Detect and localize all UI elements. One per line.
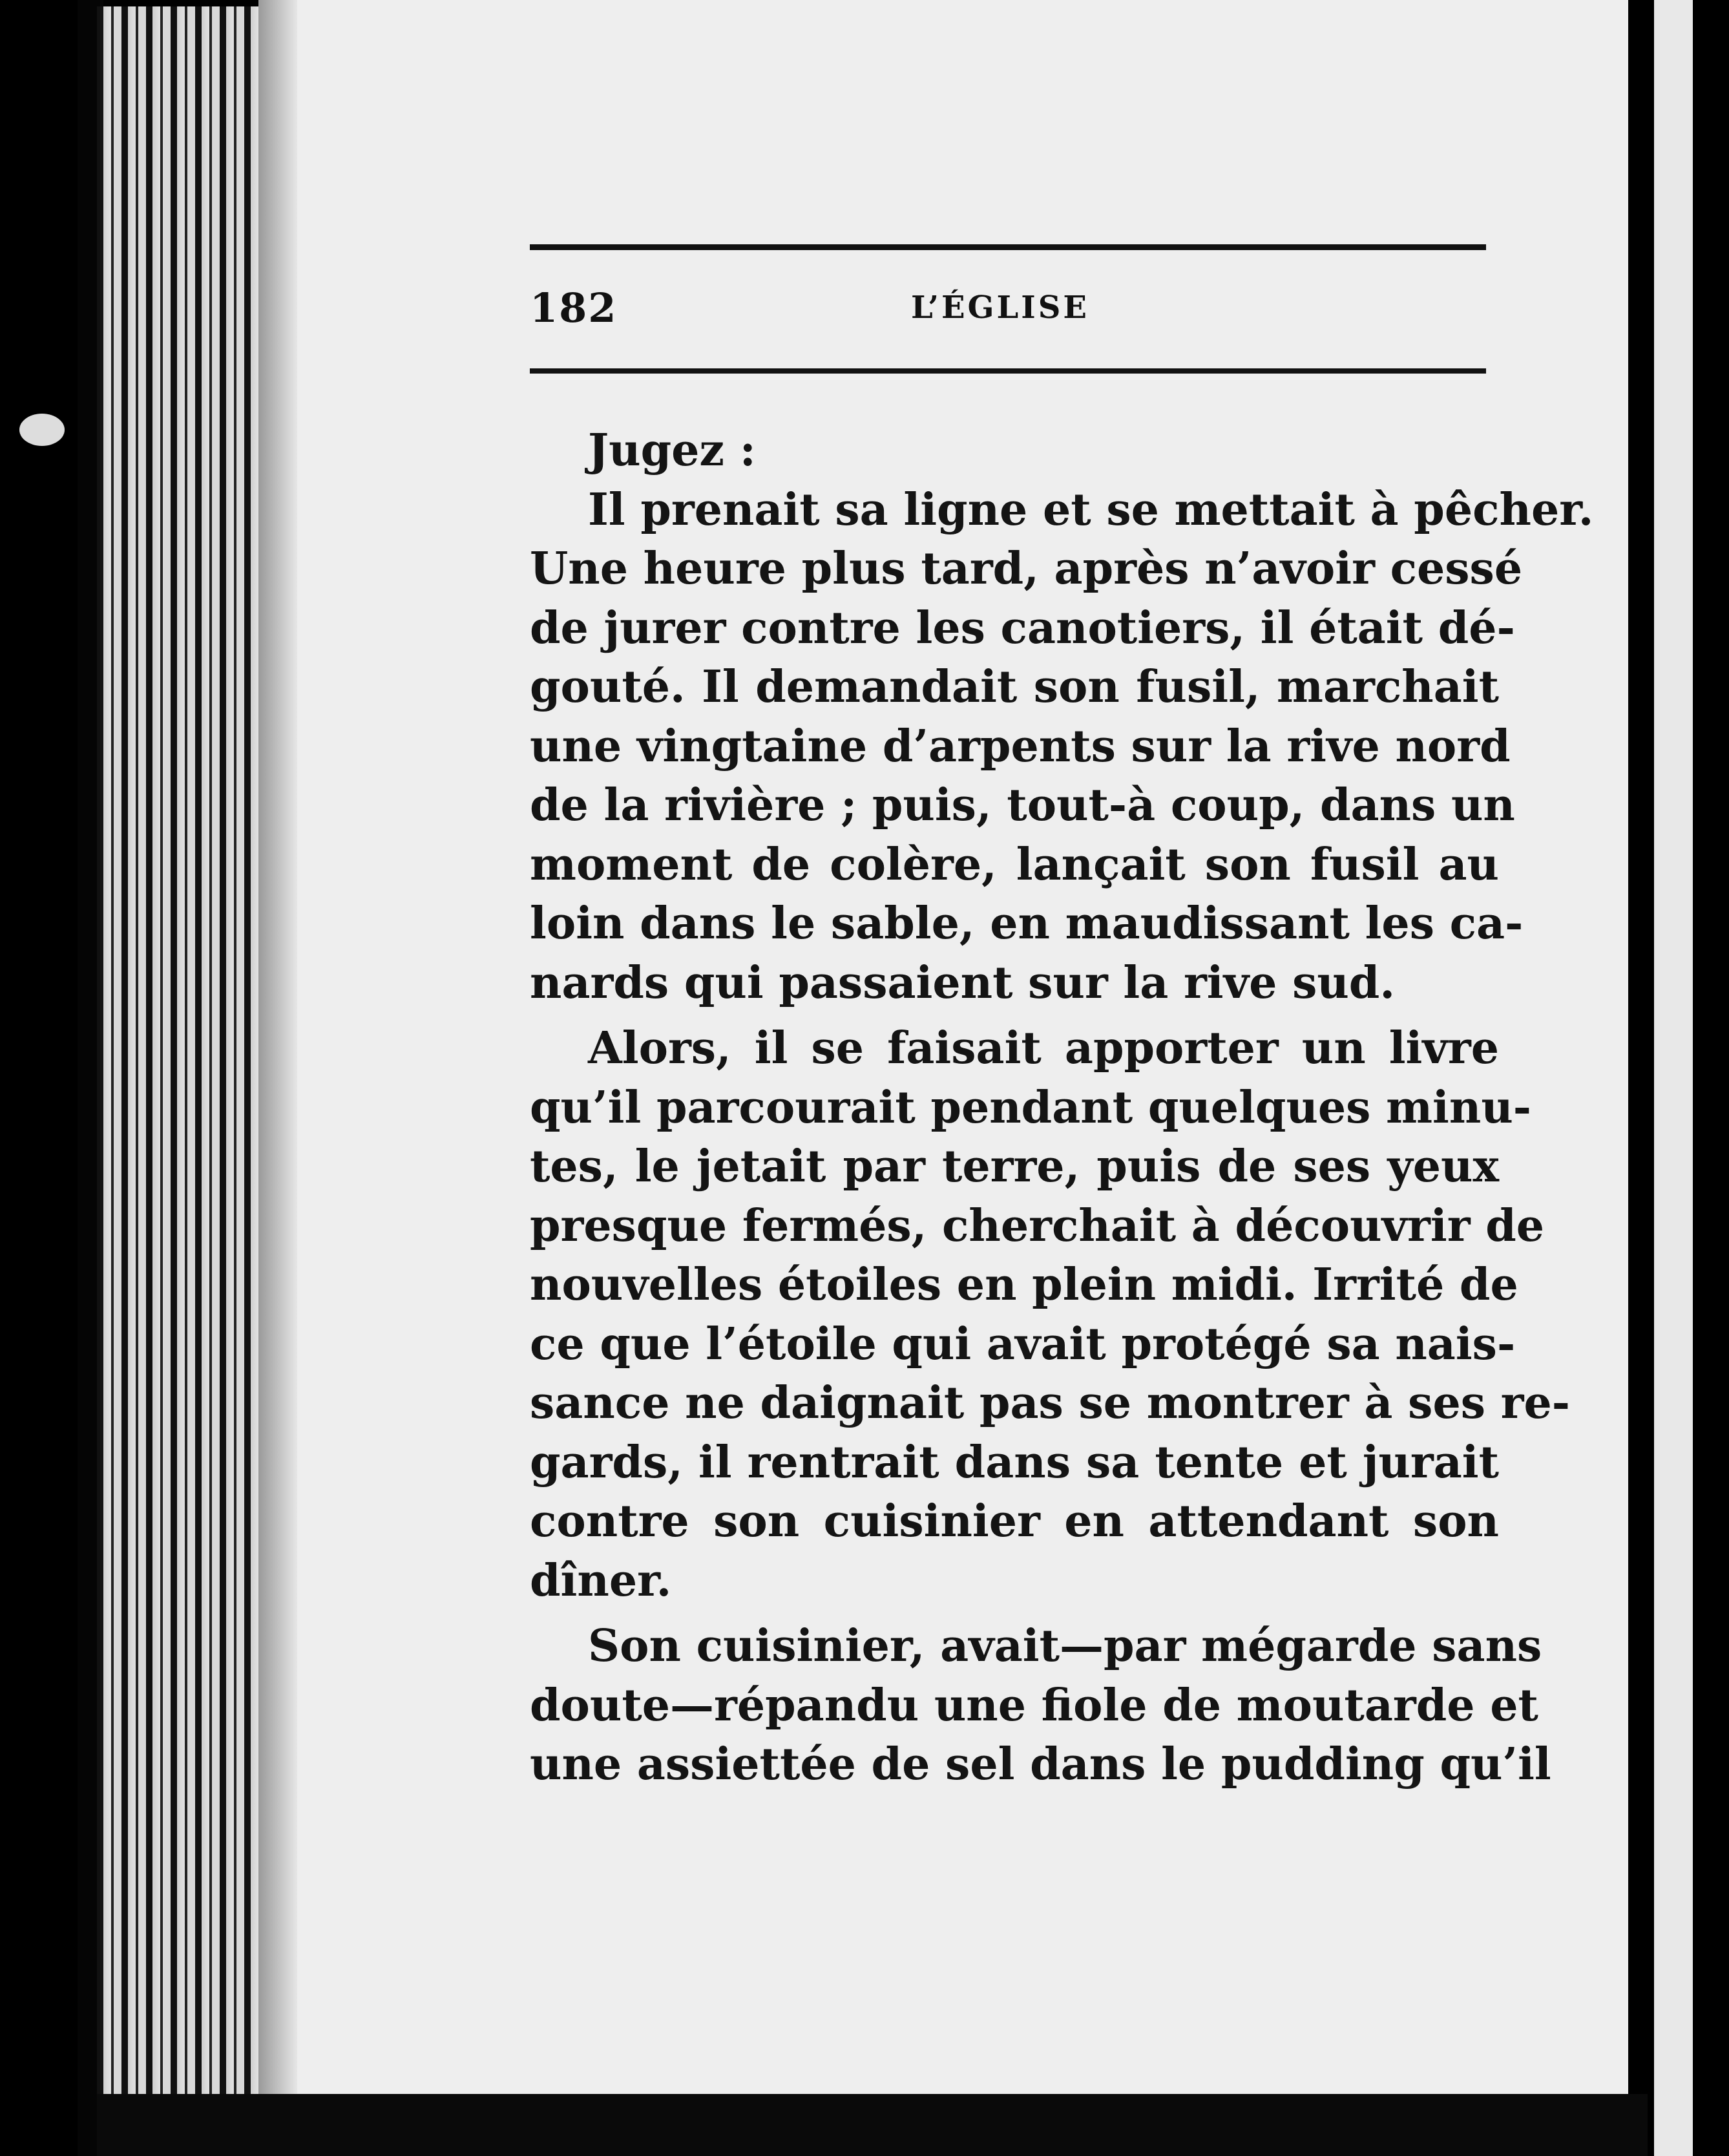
- text-line: Jugez :: [588, 425, 756, 476]
- text-line: Une heure plus tard, après n’avoir cessé: [530, 543, 1523, 595]
- text-line: de jurer contre les canotiers, il était dé-: [530, 602, 1515, 654]
- text-line: presque fermés, cherchait à découvrir de: [530, 1200, 1545, 1252]
- paragraph-gap: [530, 1611, 1499, 1617]
- text-line: dîner.: [530, 1554, 672, 1607]
- paragraph-gap: [530, 1013, 1499, 1019]
- text-line: tes, le jetait par terre, puis de ses yeux: [530, 1141, 1499, 1192]
- text-line: moment de colère, lançait son fusil au: [530, 838, 1499, 891]
- header-rule-top: [530, 244, 1486, 250]
- text-line: doute—répandu une fiole de moutarde et: [530, 1679, 1538, 1731]
- header-rule-bottom: [530, 368, 1486, 374]
- text-line: Son cuisinier, avait—par mégarde sans: [588, 1620, 1542, 1672]
- running-title: L’ÉGLISE: [911, 290, 1089, 326]
- text-line: gouté. Il demandait son fusil, marchait: [530, 661, 1499, 713]
- text-line: Alors, il se faisait apporter un livre: [588, 1022, 1499, 1074]
- right-margin-strip: [1654, 0, 1693, 2156]
- text-line: Il prenait sa ligne et se mettait à pêcher.: [588, 483, 1594, 536]
- text-line: gards, il rentrait dans sa tente et jurait: [530, 1436, 1499, 1488]
- running-header: [530, 284, 1486, 336]
- text-line: sance ne daignait pas se montrer à ses re-: [530, 1377, 1570, 1429]
- text-line: une vingtaine d’arpents sur la rive nord: [530, 720, 1511, 772]
- text-line: contre son cuisinier en attendant son: [530, 1495, 1499, 1547]
- text-line: de la rivière ; puis, tout-à coup, dans un: [530, 779, 1515, 831]
- text-line: nards qui passaient sur la rive sud.: [530, 956, 1396, 1009]
- body-text: [530, 421, 1594, 1795]
- bottom-border: [97, 2094, 1648, 2156]
- text-line: qu’il parcourait pendant quelques minu-: [530, 1081, 1531, 1134]
- text-line: loin dans le sable, en maudissant les ca-: [530, 898, 1524, 949]
- text-line: une assiettée de sel dans le pudding qu’il: [530, 1739, 1551, 1790]
- page-number: 182: [530, 284, 618, 332]
- scan-speck: [19, 414, 65, 446]
- text-line: ce que l’étoile qui avait protégé sa nais-: [530, 1318, 1516, 1370]
- gutter-shadow: [258, 0, 297, 2113]
- text-line: nouvelles étoiles en plein midi. Irrité de: [530, 1259, 1518, 1311]
